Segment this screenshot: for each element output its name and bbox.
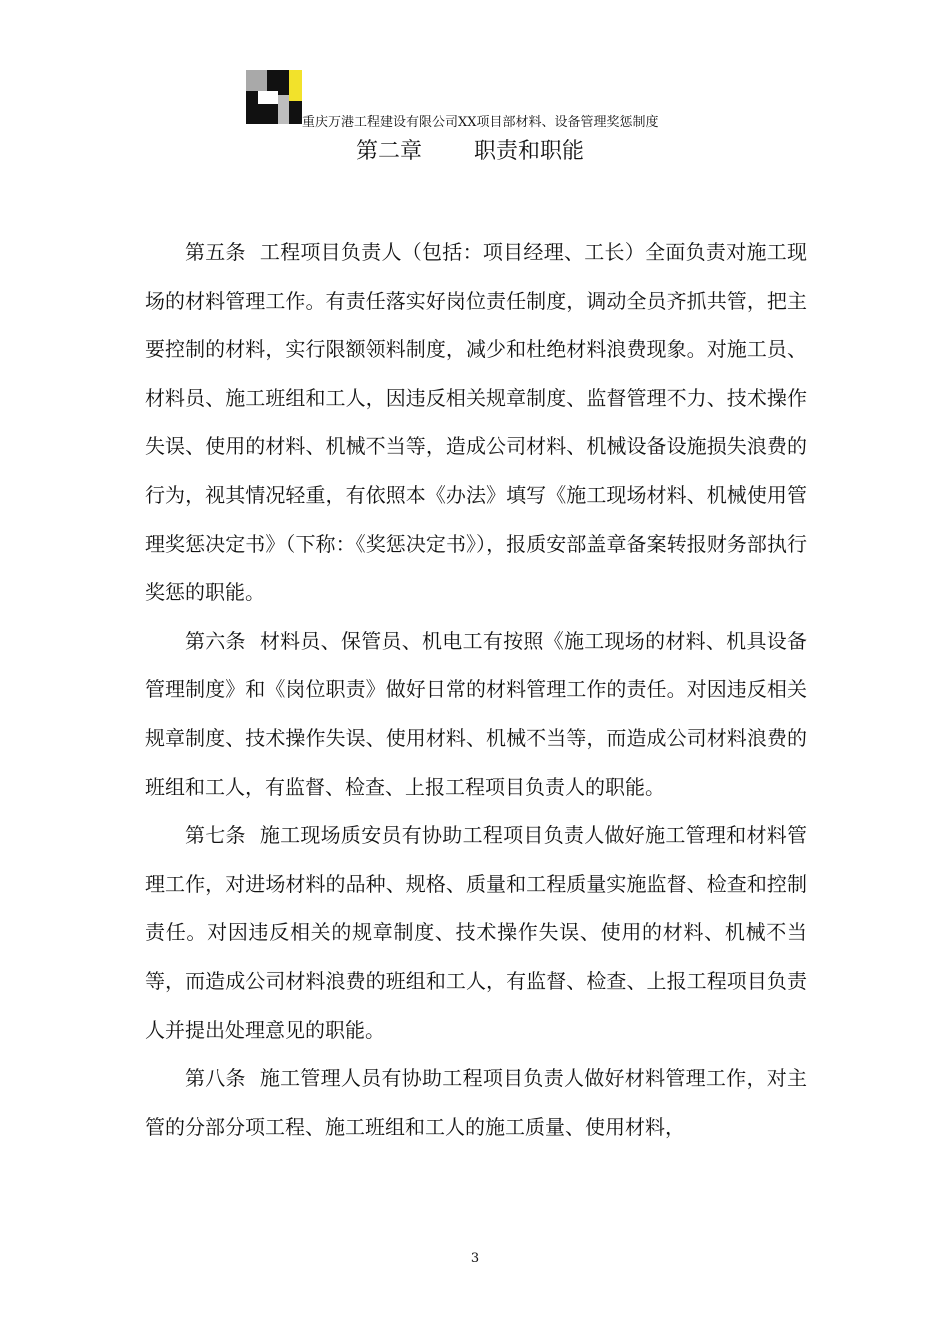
article-paragraph — [145, 617, 807, 811]
article-label: 第七条 — [185, 823, 246, 848]
article-text: 工程项目负责人（包括：项目经理、工长）全面负责对施工现场的材料管理工作。有责任落实好岗位责任制度，调动全员齐抓共管，把主要控制的材料，实行限额领料制度，减少和杜绝材料浪费现象。对施工员、材料员、施工班组和工人，因违反相关规章制度、监督管理不力、技术操作失误、使用的材料、机械不当等，造成公司材料、机械设备设施损失浪费的行为，视其情况轻重，有依照本《办法》填写《施工现场材料、机械使用管理奖惩决定书》（下称：《奖惩决定书》），报质安部盖章备案转报财务部执行奖惩的职能。 — [145, 240, 808, 605]
document-header: 重庆万港工程建设有限公司XX项目部材料、设备管理奖惩制度 — [302, 115, 659, 130]
article-paragraph — [145, 811, 807, 1054]
chapter-name: 职责和职能 — [474, 139, 585, 164]
chapter-number: 第二章 — [356, 139, 423, 164]
page-number: 3 — [470, 1251, 480, 1266]
article-text: 施工管理人员有协助工程项目负责人做好材料管理工作，对主管的分部分项工程、施工班组和工人的施工质量、使用材料， — [145, 1066, 808, 1139]
article-text: 施工现场质安员有协助工程项目负责人做好施工管理和材料管理工作，对进场材料的品种、规格、质量和工程质量实施监督、检查和控制责任。对因违反相关的规章制度、技术操作失误、使用的材料、机械不当等，而造成公司材料浪费的班组和工人，有监督、检查、上报工程项目负责人并提出处理意见的职能。 — [145, 823, 808, 1042]
company-logo-icon — [246, 70, 302, 124]
document-body — [145, 228, 807, 1151]
article-label: 第五条 — [185, 240, 246, 264]
chapter-title — [356, 138, 584, 166]
article-text: 材料员、保管员、机电工有按照《施工现场的材料、机具设备管理制度》和《岗位职责》做好日常的材料管理工作的责任。对因违反相关规章制度、技术操作失误、使用材料、机械不当等，而造成公司材料浪费的班组和工人，有监督、检查、上报工程项目负责人的职能。 — [145, 628, 808, 799]
article-paragraph — [145, 1054, 807, 1151]
article-paragraph — [145, 228, 807, 617]
article-label: 第八条 — [185, 1066, 246, 1091]
article-label: 第六条 — [185, 628, 246, 653]
